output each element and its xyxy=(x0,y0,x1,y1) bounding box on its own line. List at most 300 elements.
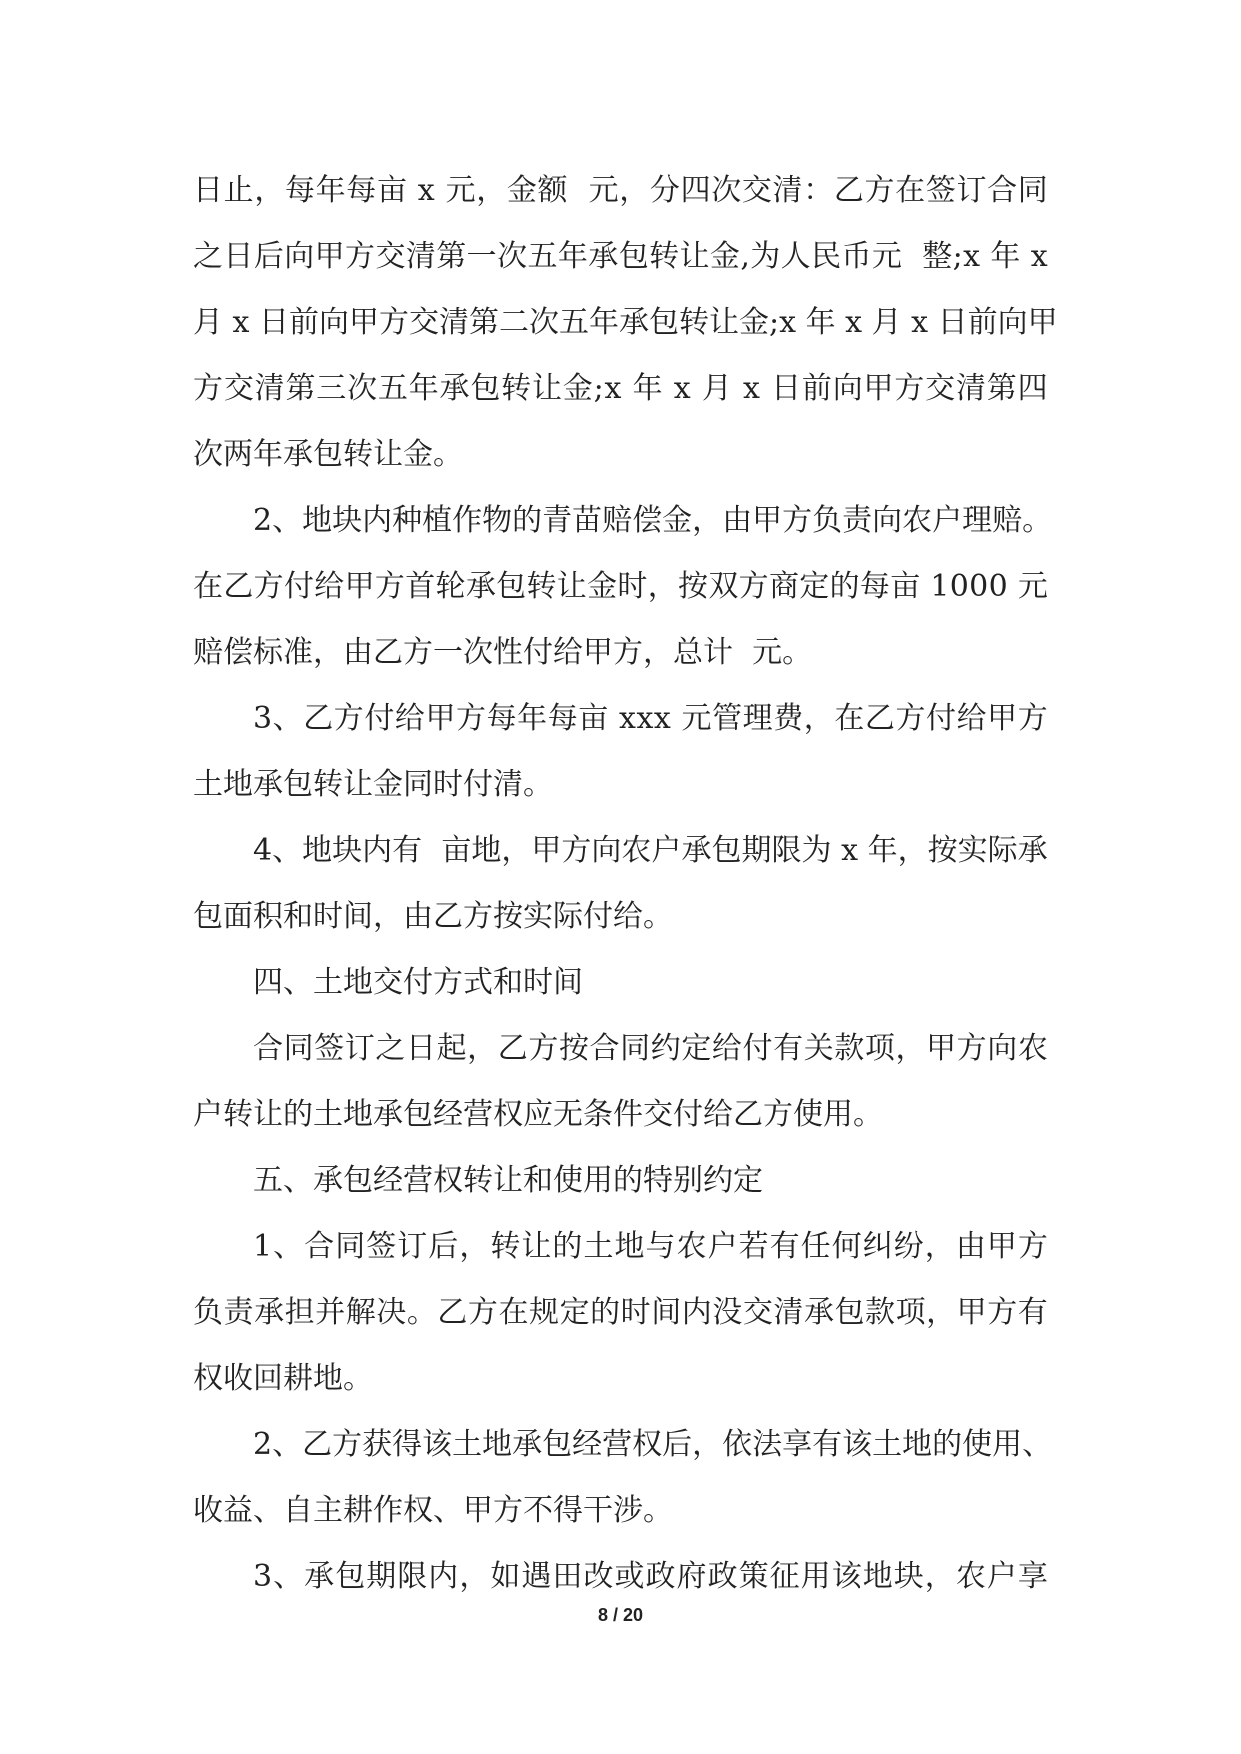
glyph: 式 xyxy=(463,965,493,1000)
glyph: 整 xyxy=(922,239,953,274)
glyph: 、 xyxy=(273,1229,304,1264)
glyph: 方 xyxy=(782,503,813,538)
glyph: 土 xyxy=(313,1097,343,1132)
glyph: 元 xyxy=(681,701,712,736)
glyph: 青 xyxy=(542,503,573,538)
glyph: 承 xyxy=(254,1295,285,1330)
glyph: 五 xyxy=(253,1163,283,1198)
glyph: ， xyxy=(924,1229,955,1264)
glyph: 订 xyxy=(397,1229,428,1264)
glyph: 让 xyxy=(521,1229,552,1264)
glyph: 交 xyxy=(223,371,254,406)
glyph: 承 xyxy=(313,1163,343,1198)
glyph: 同 xyxy=(335,1229,366,1264)
glyph: 之 xyxy=(193,239,223,274)
glyph: 给 xyxy=(711,1031,742,1066)
glyph xyxy=(796,290,806,356)
glyph: 法 xyxy=(752,1427,783,1462)
glyph: 订 xyxy=(956,173,987,208)
glyph: 实 xyxy=(957,833,988,868)
glyph: 享 xyxy=(782,1427,813,1462)
glyph: 用 xyxy=(800,1559,831,1594)
glyph: 甲 xyxy=(956,1295,987,1330)
glyph: 年 xyxy=(990,239,1021,274)
glyph: ， xyxy=(647,569,678,604)
text-line xyxy=(193,488,1053,554)
glyph: 有 xyxy=(769,1229,800,1264)
glyph: 、 xyxy=(272,833,303,868)
glyph: 乙 xyxy=(497,1031,528,1066)
glyph: 同 xyxy=(620,1031,651,1066)
glyph: 第 xyxy=(986,371,1017,406)
glyph xyxy=(609,686,619,752)
glyph xyxy=(912,224,922,290)
glyph: 让 xyxy=(343,767,373,802)
glyph: 签 xyxy=(366,1229,397,1264)
glyph: 的 xyxy=(590,1295,621,1330)
glyph: 项 xyxy=(864,1031,895,1066)
glyph: 不 xyxy=(523,1493,553,1528)
glyph xyxy=(836,290,846,356)
glyph xyxy=(761,356,771,422)
glyph: 土 xyxy=(313,965,343,1000)
glyph: 甲 xyxy=(863,371,894,406)
glyph: 付 xyxy=(283,569,314,604)
glyph: 干 xyxy=(583,1493,613,1528)
glyph: 之 xyxy=(375,1031,406,1066)
glyph: 2 xyxy=(253,503,273,538)
text-line xyxy=(193,686,1048,752)
glyph: 付 xyxy=(583,899,613,934)
glyph: 交 xyxy=(373,965,403,1000)
text-line xyxy=(193,290,1058,356)
glyph: 权 xyxy=(433,1163,463,1198)
glyph: 作 xyxy=(373,1493,403,1528)
glyph: 前 xyxy=(801,371,832,406)
glyph: 让 xyxy=(253,1097,283,1132)
glyph: 交 xyxy=(741,173,772,208)
glyph: 承 xyxy=(253,767,283,802)
glyph: 日 xyxy=(937,305,968,340)
glyph xyxy=(928,290,938,356)
glyph: 清 xyxy=(955,371,986,406)
glyph: 块 xyxy=(332,833,363,868)
glyph: ， xyxy=(467,1031,498,1066)
glyph: 、 xyxy=(272,701,303,736)
glyph: 间 xyxy=(651,1295,682,1330)
glyph: 任 xyxy=(800,1229,831,1264)
glyph: 的 xyxy=(512,503,543,538)
glyph: 给 xyxy=(394,701,425,736)
glyph: 限 xyxy=(397,1559,428,1594)
glyph: 田 xyxy=(552,1559,583,1594)
glyph: 0 xyxy=(969,569,989,604)
glyph: 。 xyxy=(433,437,463,472)
glyph: 金 xyxy=(662,503,693,538)
glyph: 为 xyxy=(801,833,832,868)
glyph: 府 xyxy=(676,1559,707,1594)
glyph: 甲 xyxy=(926,1031,957,1066)
glyph: 给 xyxy=(314,569,345,604)
glyph xyxy=(902,224,912,290)
glyph: 金 xyxy=(506,173,537,208)
glyph: 。 xyxy=(1022,503,1053,538)
glyph: 元 xyxy=(1017,569,1048,604)
glyph: 。 xyxy=(853,1097,883,1132)
glyph: 方 xyxy=(1017,1229,1048,1264)
glyph: 耕 xyxy=(283,1361,313,1396)
glyph: 次 xyxy=(193,437,223,472)
glyph xyxy=(435,158,445,224)
glyph: 签 xyxy=(314,1031,345,1066)
glyph xyxy=(902,290,912,356)
glyph: 每 xyxy=(859,569,890,604)
glyph: 。 xyxy=(523,767,553,802)
glyph: 经 xyxy=(373,1163,403,1198)
glyph: 权 xyxy=(632,1427,663,1462)
glyph: 乙 xyxy=(373,635,403,670)
glyph: 理 xyxy=(742,701,773,736)
glyph: 向 xyxy=(832,371,863,406)
glyph: 起 xyxy=(436,1031,467,1066)
glyph: 的 xyxy=(829,569,860,604)
glyph: 政 xyxy=(707,1559,738,1594)
glyph: 赔 xyxy=(193,635,223,670)
glyph: 该 xyxy=(831,1559,862,1594)
glyph: 如 xyxy=(490,1559,521,1594)
glyph: x xyxy=(636,701,654,736)
glyph: 金 xyxy=(587,569,618,604)
glyph: 转 xyxy=(223,1097,253,1132)
glyph: 在 xyxy=(895,173,926,208)
glyph: 年 xyxy=(805,305,836,340)
glyph: 承 xyxy=(465,569,496,604)
glyph: 承 xyxy=(619,305,650,340)
glyph: 金 xyxy=(709,239,740,274)
glyph xyxy=(743,620,753,686)
glyph: 交 xyxy=(409,305,440,340)
glyph: 方 xyxy=(894,371,925,406)
glyph: 日 xyxy=(223,239,254,274)
glyph: 地 xyxy=(302,833,333,868)
glyph: 依 xyxy=(722,1427,753,1462)
glyph: 让 xyxy=(709,305,740,340)
glyph: 金 xyxy=(403,437,433,472)
glyph: x xyxy=(604,371,622,406)
glyph: 年 xyxy=(632,371,663,406)
glyph: 转 xyxy=(313,767,343,802)
glyph: 月 xyxy=(701,371,732,406)
glyph: 、 xyxy=(253,1493,283,1528)
glyph: 回 xyxy=(253,1361,283,1396)
glyph: 方 xyxy=(956,1031,987,1066)
glyph: 清 xyxy=(439,305,470,340)
glyph: 种 xyxy=(392,503,423,538)
glyph: 时 xyxy=(617,569,648,604)
glyph: 实 xyxy=(523,899,553,934)
glyph: 收 xyxy=(223,1361,253,1396)
glyph: 用 xyxy=(823,1097,853,1132)
glyph: 包 xyxy=(313,437,343,472)
text-line xyxy=(193,1478,1048,1544)
glyph: 营 xyxy=(403,1163,433,1198)
text-line xyxy=(193,1280,1048,1346)
glyph: 交 xyxy=(925,371,956,406)
text-line xyxy=(193,1412,1053,1478)
glyph: 承 xyxy=(439,371,470,406)
glyph xyxy=(408,158,418,224)
glyph: 年 xyxy=(517,701,548,736)
glyph: 按 xyxy=(558,1031,589,1066)
glyph: 分 xyxy=(649,173,680,208)
glyph: 甲 xyxy=(986,1229,1017,1264)
glyph xyxy=(223,290,233,356)
glyph: 交 xyxy=(742,1295,773,1330)
glyph: 内 xyxy=(428,1559,459,1594)
glyph: 向 xyxy=(987,1031,1018,1066)
glyph: 由 xyxy=(343,635,373,670)
glyph: ， xyxy=(459,1229,490,1264)
glyph: x xyxy=(1030,239,1048,274)
glyph: 农 xyxy=(955,1559,986,1594)
glyph: , xyxy=(740,239,750,274)
glyph: 定 xyxy=(799,569,830,604)
glyph: 承 xyxy=(588,239,619,274)
glyph: 元 xyxy=(445,173,476,208)
text-line xyxy=(193,1214,1048,1280)
glyph: 包 xyxy=(403,1097,433,1132)
glyph: 标 xyxy=(253,635,283,670)
glyph: 赔 xyxy=(602,503,633,538)
glyph: 乙 xyxy=(864,701,895,736)
glyph: 改 xyxy=(583,1559,614,1594)
glyph: 四 xyxy=(253,965,283,1000)
glyph: 次 xyxy=(463,635,493,670)
glyph: 3 xyxy=(253,701,273,736)
text-line xyxy=(193,1346,1048,1412)
glyph: 元 xyxy=(752,635,783,670)
glyph: 期 xyxy=(366,1559,397,1594)
section-heading xyxy=(193,950,1048,1016)
glyph: 。 xyxy=(343,1361,373,1396)
glyph: 年 xyxy=(408,371,439,406)
glyph: 清 xyxy=(773,1295,804,1330)
glyph: 方 xyxy=(528,1031,559,1066)
glyph: 权 xyxy=(403,1493,433,1528)
glyph: 作 xyxy=(452,503,483,538)
glyph: 包 xyxy=(283,767,313,802)
glyph: 时 xyxy=(313,899,343,934)
glyph: 征 xyxy=(769,1559,800,1594)
glyph: 内 xyxy=(681,1295,712,1330)
glyph: 三 xyxy=(316,371,347,406)
glyph: 清 xyxy=(405,239,436,274)
glyph: 何 xyxy=(831,1229,862,1264)
glyph: 户 xyxy=(986,1559,1017,1594)
glyph: 农 xyxy=(902,503,933,538)
glyph: 方 xyxy=(193,371,223,406)
glyph: 定 xyxy=(733,1163,763,1198)
glyph xyxy=(422,818,432,884)
glyph: 款 xyxy=(865,1295,896,1330)
glyph: 五 xyxy=(527,239,558,274)
glyph: 乙 xyxy=(833,173,864,208)
glyph: 承 xyxy=(512,1427,543,1462)
glyph: 乙 xyxy=(303,701,334,736)
glyph: 给 xyxy=(553,635,583,670)
glyph: 年 xyxy=(315,173,346,208)
section-heading xyxy=(193,1148,1048,1214)
glyph: ， xyxy=(619,173,650,208)
glyph: 农 xyxy=(621,833,652,868)
glyph: 方 xyxy=(379,305,410,340)
glyph: 次 xyxy=(347,371,378,406)
glyph: 承 xyxy=(304,1559,335,1594)
glyph: 负 xyxy=(193,1295,223,1330)
glyph: 间 xyxy=(343,899,373,934)
glyph: 向 xyxy=(872,503,903,538)
glyph: 规 xyxy=(529,1295,560,1330)
glyph: 转 xyxy=(463,1163,493,1198)
glyph: 、 xyxy=(283,965,313,1000)
glyph: 一 xyxy=(433,635,463,670)
glyph: 乙 xyxy=(223,569,254,604)
glyph: ， xyxy=(897,833,928,868)
glyph: 责 xyxy=(223,1295,254,1330)
glyph: 甲 xyxy=(752,503,783,538)
glyph: 方 xyxy=(493,1493,523,1528)
glyph: 约 xyxy=(650,1031,681,1066)
glyph: 乙 xyxy=(302,1427,333,1462)
glyph: x xyxy=(743,371,760,406)
glyph: 方 xyxy=(613,635,643,670)
glyph: 无 xyxy=(553,1097,583,1132)
glyph: 包 xyxy=(335,1559,366,1594)
glyph: x xyxy=(963,239,981,274)
glyph: 亩 xyxy=(578,701,609,736)
glyph: 让 xyxy=(493,1163,523,1198)
glyph: 按 xyxy=(678,569,708,604)
glyph xyxy=(432,818,442,884)
glyph: 付 xyxy=(742,1031,773,1066)
glyph: 五 xyxy=(377,371,408,406)
glyph: x xyxy=(618,701,636,736)
glyph: 人 xyxy=(780,239,811,274)
text-line xyxy=(193,620,1048,686)
text-line xyxy=(193,752,1048,818)
glyph: 、 xyxy=(272,1427,303,1462)
glyph: ， xyxy=(476,173,507,208)
glyph: 管 xyxy=(712,701,743,736)
text-line xyxy=(193,1082,1048,1148)
glyph: 四 xyxy=(680,173,711,208)
glyph: 地 xyxy=(902,1427,933,1462)
glyph: 遇 xyxy=(521,1559,552,1594)
glyph: 后 xyxy=(428,1229,459,1264)
glyph: 和 xyxy=(523,1163,553,1198)
glyph: 年 xyxy=(253,437,283,472)
glyph: ， xyxy=(926,1295,957,1330)
glyph: 、 xyxy=(273,1559,304,1594)
glyph: 的 xyxy=(283,1097,313,1132)
glyph: 享 xyxy=(1017,1559,1048,1594)
glyph: 经 xyxy=(433,1097,463,1132)
glyph: 包 xyxy=(649,305,680,340)
glyph: 定 xyxy=(559,1295,590,1330)
glyph: 方 xyxy=(864,173,895,208)
glyph xyxy=(1021,224,1031,290)
glyph: 让 xyxy=(556,569,587,604)
glyph: 户 xyxy=(651,833,682,868)
glyph: 、 xyxy=(272,503,303,538)
glyph: 甲 xyxy=(583,635,613,670)
glyph: 次 xyxy=(529,305,560,340)
glyph: 方 xyxy=(333,701,364,736)
glyph: 日 xyxy=(193,173,223,208)
glyph: 特 xyxy=(643,1163,673,1198)
glyph: 方 xyxy=(433,965,463,1000)
glyph: 年 xyxy=(557,239,588,274)
glyph: 每 xyxy=(284,173,315,208)
glyph: x xyxy=(841,833,858,868)
glyph: 让 xyxy=(373,437,403,472)
glyph: 转 xyxy=(501,371,532,406)
glyph: 。 xyxy=(406,1295,437,1330)
glyph: 准 xyxy=(283,635,313,670)
glyph xyxy=(733,620,743,686)
glyph: 包 xyxy=(343,1163,373,1198)
page-number: 8 / 20 xyxy=(597,1605,644,1625)
glyph: 4 xyxy=(253,833,273,868)
text-line xyxy=(193,422,1048,488)
glyph: 策 xyxy=(738,1559,769,1594)
glyph: 方 xyxy=(253,569,284,604)
glyph xyxy=(862,290,872,356)
glyph: 政 xyxy=(645,1559,676,1594)
glyph: 期 xyxy=(741,833,772,868)
glyph: 有 xyxy=(812,1427,843,1462)
glyph: 在 xyxy=(498,1295,529,1330)
glyph xyxy=(663,356,673,422)
glyph: ; xyxy=(593,371,604,406)
glyph: 年 xyxy=(589,305,620,340)
glyph: 户 xyxy=(932,503,963,538)
glyph: 付 xyxy=(673,1097,703,1132)
glyph: 双 xyxy=(708,569,739,604)
glyph: 使 xyxy=(793,1097,823,1132)
glyph: 在 xyxy=(834,701,865,736)
glyph: 次 xyxy=(711,173,742,208)
glyph xyxy=(622,356,632,422)
glyph: ， xyxy=(895,1031,926,1066)
glyph: 的 xyxy=(932,1427,963,1462)
glyph: 五 xyxy=(559,305,590,340)
glyph: 由 xyxy=(955,1229,986,1264)
glyph: 、 xyxy=(433,1493,463,1528)
glyph: 包 xyxy=(496,569,527,604)
text-line xyxy=(193,356,1048,422)
glyph: 甲 xyxy=(425,701,456,736)
glyph xyxy=(1008,554,1018,620)
glyph: 有 xyxy=(773,1031,804,1066)
glyph: 地 xyxy=(471,833,502,868)
glyph: 交 xyxy=(375,239,406,274)
glyph: 1 xyxy=(253,1229,273,1264)
glyph: 权 xyxy=(193,1361,223,1396)
glyph: 轮 xyxy=(435,569,466,604)
glyph: 自 xyxy=(283,1493,313,1528)
glyph: 为 xyxy=(750,239,781,274)
